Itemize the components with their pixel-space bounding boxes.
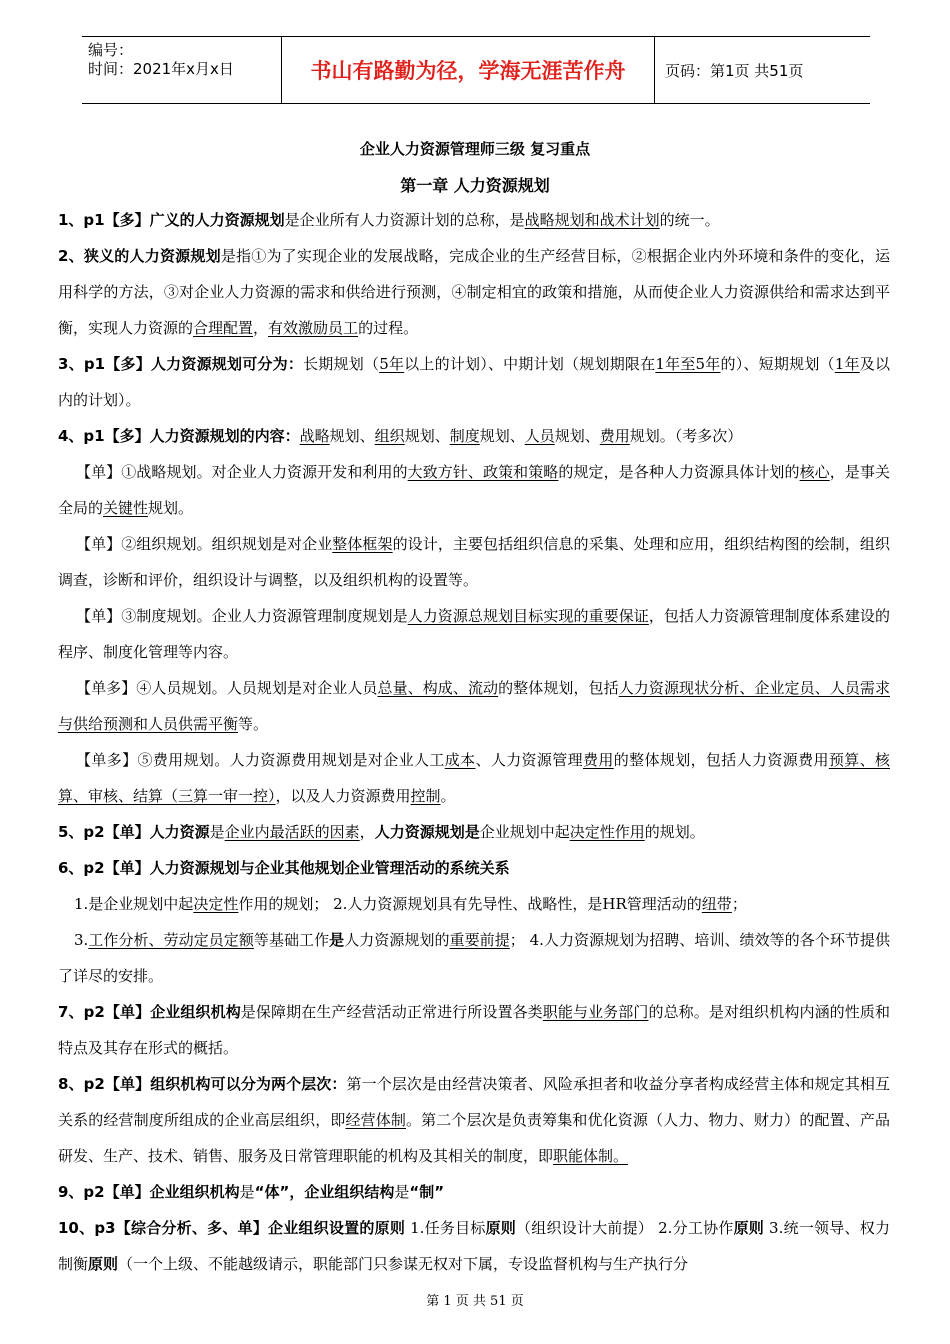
paragraph-6-items-2: 3.工作分析、劳动定员定额等基础工作是人力资源规划的重要前提； 4.人力资源规划为招聘、培训、绩效等的各个环节提供了详尽的安排。: [58, 931, 890, 985]
paragraph-7: 7、p2【单】企业组织机构是保障期在生产经营活动正常进行所设置各类职能与业务部门的总称。是对组织机构内涵的性质和特点及其存在形式的概括。: [58, 1003, 890, 1057]
paragraph-6: 6、p2【单】人力资源规划与企业其他规划企业管理活动的系统关系: [58, 859, 510, 877]
paragraph-2: 2、狭义的人力资源规划是指①为了实现企业的发展战略，完成企业的生产经营目标，②根据企业内外环境和条件的变化，运用科学的方法，③对企业人力资源的需求和供给进行预测，④制定相宜的政策和措施，从而使企业人力资源供给和需求达到平衡，实现人力资源的合理配置，有效激励员工的过程。: [58, 247, 890, 337]
document-body: [58, 202, 890, 1282]
page-footer: 第 1 页 共 51 页: [426, 1294, 524, 1309]
paragraph-4: 4、p1【多】人力资源规划的内容：战略规划、组织规划、制度规划、人员规划、费用规划。（考多次）: [58, 427, 743, 445]
paragraph-1: 1、p1【多】广义的人力资源规划是企业所有人力资源计划的总称，是战略规划和战术计划的统一。: [58, 211, 720, 229]
paragraph-3: 3、p1【多】人力资源规划可分为：长期规划（5年以上的计划）、中期计划（规划期限在1年至5年的）、短期规划（1年及以内的计划）。: [58, 355, 890, 409]
paragraph-8: 8、p2【单】组织机构可以分为两个层次：第一个层次是由经营决策者、风险承担者和收益分享者构成经营主体和规定其相互关系的经营制度所组成的企业高层组织，即经营体制。第二个层次是负责筹集和优化资源（人力、物力、财力）的配置、产品研发、生产、技术、销售、服务及日常管理职能的机构及其相关的制度，即职能体制。: [58, 1075, 890, 1165]
chapter-title: 第一章 人力资源规划: [400, 176, 550, 195]
header-motto: 书山有路勤为径，学海无涯苦作舟: [282, 37, 655, 103]
paragraph-system-plan: 【单】③制度规划。企业人力资源管理制度规划是人力资源总规划目标实现的重要保证，包括人力资源管理制度体系建设的程序、制度化管理等内容。: [58, 607, 890, 661]
document-title: 企业人力资源管理师三级 复习重点: [359, 140, 591, 158]
paragraph-5: 5、p2【单】人力资源是企业内最活跃的因素，人力资源规划是企业规划中起决定性作用的规划。: [58, 823, 705, 841]
header-page-info: 页码：第1页 共51页: [665, 61, 804, 80]
paragraph-strategy-plan: 【单】①战略规划。对企业人力资源开发和利用的大致方针、政策和策略的规定，是各种人力资源具体计划的核心，是事关全局的关键性规划。: [58, 463, 890, 517]
paragraph-cost-plan: 【单多】⑤费用规划。人力资源费用规划是对企业人工成本、人力资源管理费用的整体规划，包括人力资源费用预算、核算、审核、结算（三算一审一控），以及人力资源费用控制。: [58, 751, 890, 805]
paragraph-staff-plan: 【单多】④人员规划。人员规划是对企业人员总量、构成、流动的整体规划，包括人力资源现状分析、企业定员、人员需求与供给预测和人员供需平衡等。: [58, 679, 890, 733]
date-label: 时间：2021年x月x日: [88, 60, 234, 78]
number-label: 编号：: [88, 41, 134, 59]
paragraph-9: 9、p2【单】企业组织机构是“体”，企业组织结构是“制”: [58, 1183, 445, 1201]
header-meta: [82, 37, 282, 103]
paragraph-10: 10、p3【综合分析、多、单】企业组织设置的原则 1.任务目标原则（组织设计大前提） 2.分工协作原则 3.统一领导、权力制衡原则（一个上级、不能越级请示，职能部门只参谋无权对下属，专设监督机构与生产执行分: [58, 1219, 890, 1273]
paragraph-org-plan: 【单】②组织规划。组织规划是对企业整体框架的设计，主要包括组织信息的采集、处理和应用，组织结构图的绘制，组织调查，诊断和评价，组织设计与调整，以及组织机构的设置等。: [58, 535, 890, 589]
header-table: [82, 36, 870, 104]
paragraph-6-items-1: 1.是企业规划中起决定性作用的规划； 2.人力资源规划具有先导性、战略性，是HR管理活动的纽带；: [74, 895, 747, 913]
